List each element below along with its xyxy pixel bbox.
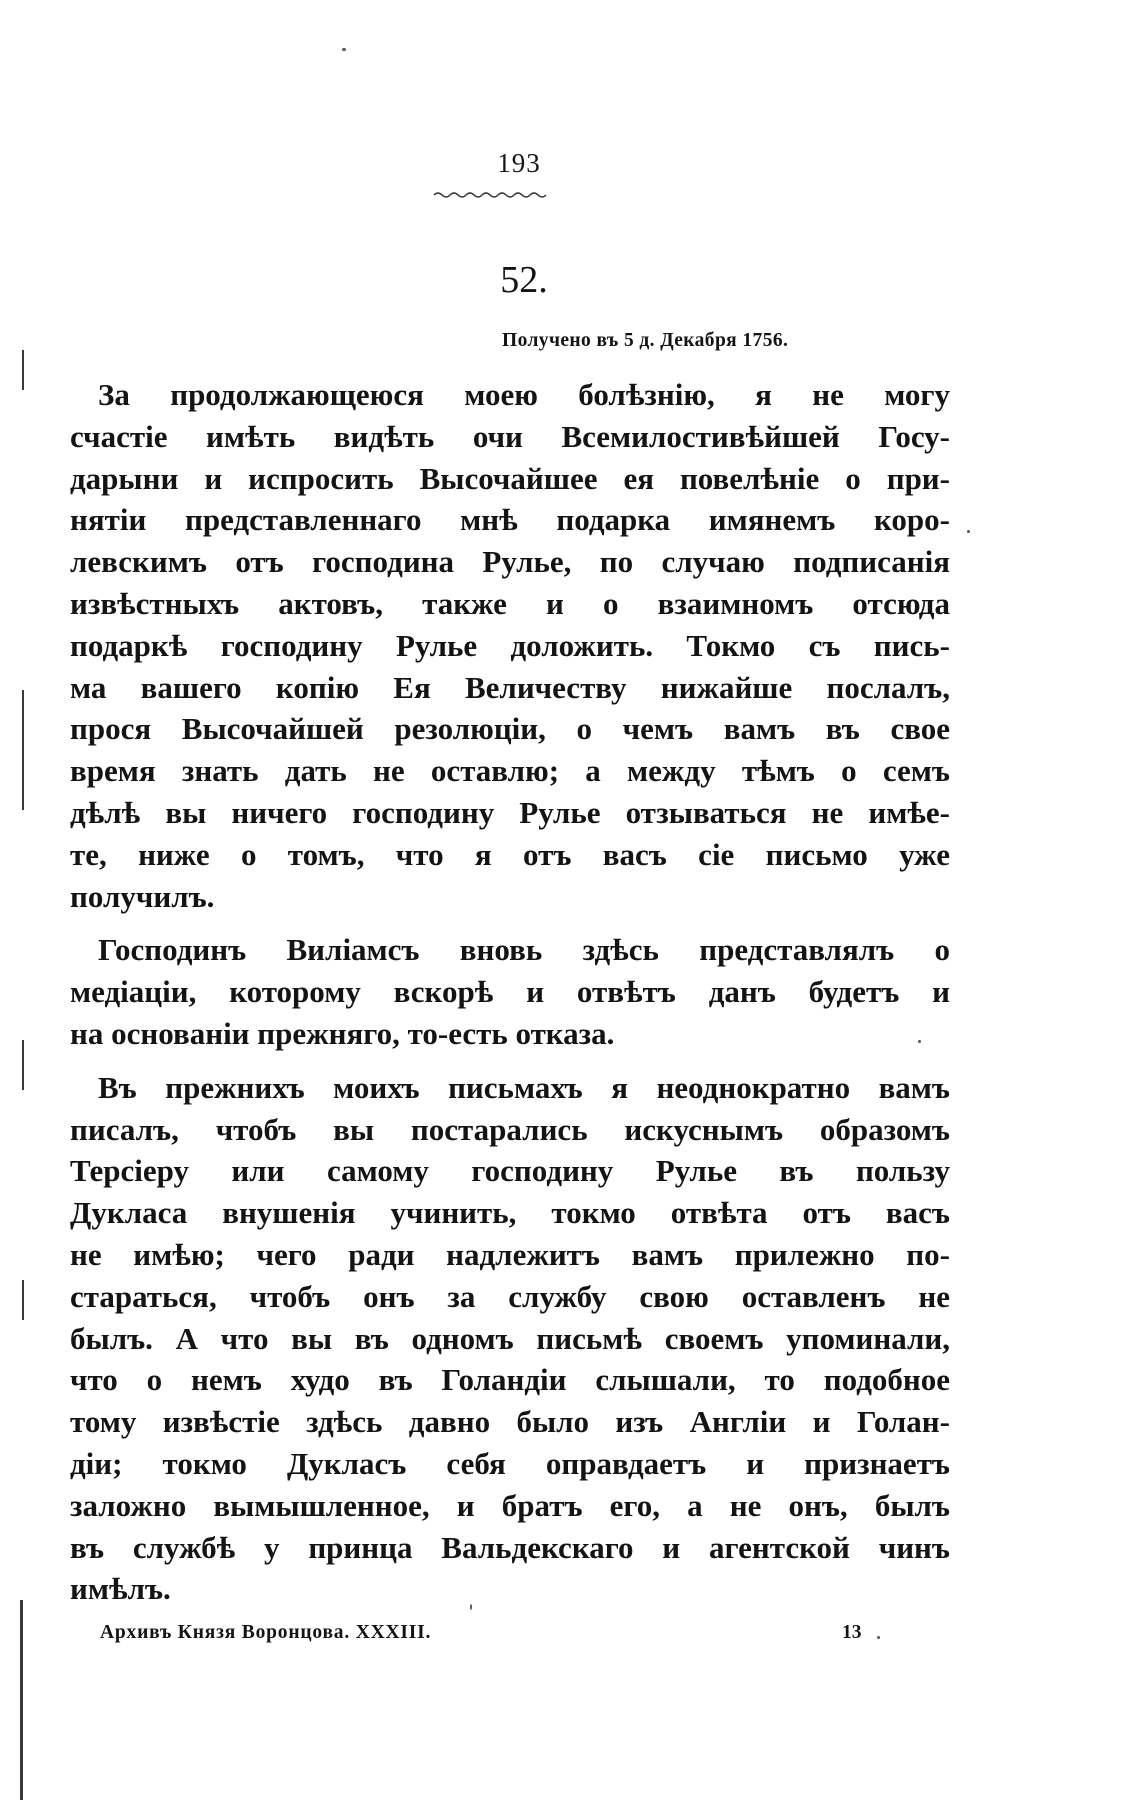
- text-line: діи; токмо Дукласъ себя оправдаетъ и признаетъ: [70, 1445, 950, 1481]
- scan-speck: [877, 1636, 880, 1639]
- paragraph-gap: [70, 1055, 950, 1067]
- text-line: ма вашего копію Ея Величеству нижайше послалъ,: [70, 669, 950, 705]
- text-line: писалъ, чтобъ вы постарались искуснымъ образомъ: [70, 1111, 950, 1147]
- text-line: За продолжающеюся моею болѣзнію, я не могу: [98, 377, 950, 412]
- paragraph-gap: [70, 917, 950, 929]
- text-line: Дукласа внушенія учинить, токмо отвѣта отъ васъ: [70, 1195, 950, 1231]
- scan-edge-artifact: [20, 1600, 23, 1800]
- scan-edge-artifact: [22, 1280, 24, 1320]
- text-line: медіаціи, которому вскорѣ и отвѣтъ данъ будетъ и: [70, 974, 950, 1010]
- text-line: имѣлъ.: [70, 1571, 171, 1607]
- scan-speck: [470, 1604, 472, 1610]
- document-number: 52.: [500, 259, 548, 301]
- text-line: левскимъ отъ господина Рулье, по случаю подписанія: [70, 544, 950, 580]
- scan-speck: [967, 530, 970, 533]
- text-line: получилъ.: [70, 878, 215, 914]
- text-line: прося Высочайшей резолюціи, о чемъ вамъ въ свое: [70, 711, 950, 747]
- paragraph: [70, 1067, 950, 1610]
- text-line: дарыни и испросить Высочайшее ея повелѣніе о при-: [70, 460, 950, 496]
- paragraph: [70, 374, 950, 917]
- text-line: Господинъ Виліамсъ вновь здѣсь представлялъ о: [98, 932, 950, 968]
- scan-edge-artifact: [22, 350, 24, 390]
- text-line: не имѣю; чего ради надлежитъ вамъ прилежно по-: [70, 1236, 950, 1272]
- text-line: нятіи представленнаго мнѣ подарка имянемъ коро-: [70, 502, 950, 538]
- printer-signature-mark: 13: [842, 1622, 862, 1643]
- scan-speck: [918, 1040, 921, 1043]
- text-line: счастіе имѣть видѣть очи Всемилостивѣйшей Госу-: [70, 418, 950, 454]
- text-line: на основаніи прежняго, то-есть отказа.: [70, 1015, 615, 1051]
- text-line: тому извѣстіе здѣсь давно было изъ Англіи и Голан-: [70, 1404, 950, 1440]
- scan-speck: [342, 48, 346, 51]
- paragraph: [70, 929, 950, 1054]
- text-line: Въ прежнихъ моихъ письмахъ я неоднократно вамъ: [98, 1069, 950, 1105]
- text-line: Терсіеру или самому господину Рулье въ пользу: [70, 1153, 950, 1189]
- text-line: въ службѣ у принца Вальдекскаго и агентской чинъ: [70, 1529, 950, 1565]
- scan-edge-artifact: [22, 690, 24, 810]
- text-line: былъ. А что вы въ одномъ письмѣ своемъ упоминали,: [70, 1320, 950, 1356]
- decorative-ornament: [432, 189, 552, 201]
- letter-body: [70, 374, 950, 1610]
- text-line: подаркѣ господину Рулье доложить. Токмо съ пись-: [70, 627, 950, 663]
- page-number: 193: [497, 148, 541, 178]
- archive-source-footer: Архивъ Князя Воронцова. XXXIII.: [100, 1622, 432, 1643]
- text-line: что о немъ худо въ Голандіи слышали, то подобное: [70, 1362, 950, 1398]
- text-line: стараться, чтобъ онъ за службу свою оставленъ не: [70, 1278, 950, 1314]
- text-line: те, ниже о томъ, что я отъ васъ сіе письмо уже: [70, 836, 950, 872]
- text-line: время знать дать не оставлю; а между тѣмъ о семъ: [70, 753, 950, 789]
- scan-edge-artifact: [22, 1040, 24, 1090]
- text-line: заложно вымышленное, и братъ его, а не онъ, былъ: [70, 1487, 950, 1523]
- received-date-note: Получено въ 5 д. Декабря 1756.: [502, 330, 789, 351]
- text-line: извѣстныхъ актовъ, также и о взаимномъ отсюда: [70, 585, 950, 621]
- text-line: дѣлѣ вы ничего господину Рулье отзываться не имѣе-: [70, 794, 950, 830]
